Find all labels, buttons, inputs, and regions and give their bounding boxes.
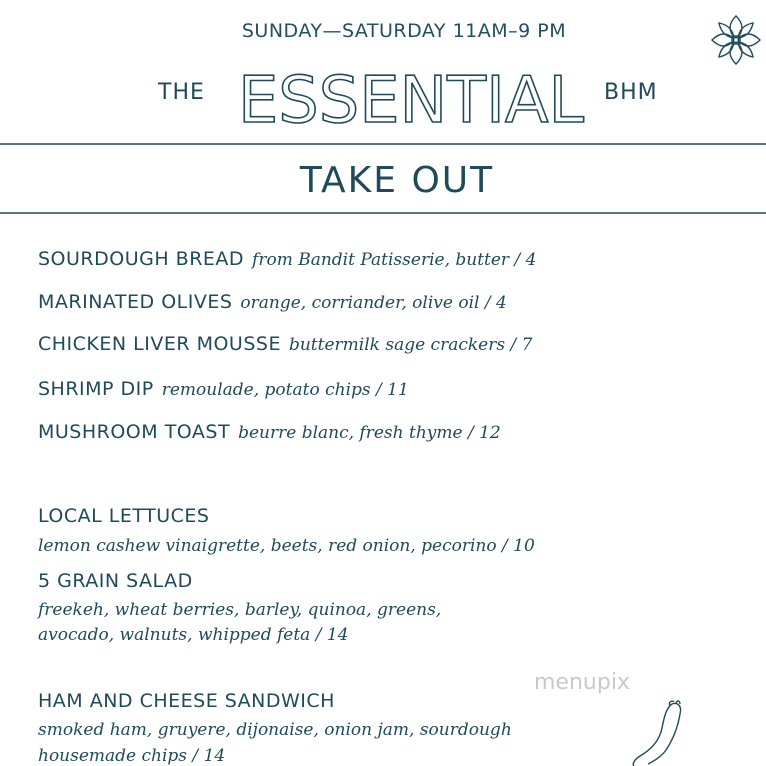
item-description: avocado, walnuts, whipped feta / 14 bbox=[38, 625, 349, 645]
section-title: TAKE OUT bbox=[299, 160, 495, 201]
item-name: 5 GRAIN SALAD bbox=[38, 570, 193, 592]
opening-hours: SUNDAY—SATURDAY 11AM–9 PM bbox=[241, 20, 567, 42]
logo-suffix: BHM bbox=[604, 80, 658, 105]
brand-wordmark bbox=[238, 58, 588, 132]
item-description: remoulade, potato chips / 11 bbox=[161, 380, 409, 400]
logo-prefix: THE bbox=[158, 80, 205, 105]
item-name: MARINATED OLIVES bbox=[38, 291, 233, 313]
item-name: MUSHROOM TOAST bbox=[38, 421, 231, 443]
item-name: SHRIMP DIP bbox=[38, 378, 154, 400]
menu-item bbox=[38, 378, 409, 400]
foot-illustration-icon bbox=[626, 698, 696, 766]
item-name: LOCAL LETTUCES bbox=[38, 505, 210, 527]
divider-bottom bbox=[0, 212, 766, 214]
item-description: smoked ham, gruyere, dijonaise, onion jam, sourdough bbox=[38, 720, 512, 740]
item-description: freekeh, wheat berries, barley, quinoa, greens, bbox=[38, 600, 442, 620]
divider-top bbox=[0, 143, 766, 145]
brand-name: ESSENTIAL bbox=[238, 64, 585, 132]
menu-item bbox=[38, 333, 532, 355]
item-name: HAM AND CHEESE SANDWICH bbox=[38, 690, 335, 712]
item-description: from Bandit Patisserie, butter / 4 bbox=[252, 250, 537, 270]
menu-item bbox=[38, 421, 501, 443]
item-description: beurre blanc, fresh thyme / 12 bbox=[238, 423, 501, 443]
item-description: lemon cashew vinaigrette, beets, red onion, pecorino / 10 bbox=[38, 536, 535, 556]
item-description: orange, corriander, olive oil / 4 bbox=[240, 293, 507, 313]
watermark: menupix bbox=[534, 670, 630, 695]
item-name: CHICKEN LIVER MOUSSE bbox=[38, 333, 281, 355]
logo-row bbox=[0, 58, 766, 132]
menu-item bbox=[38, 291, 507, 313]
menu-item bbox=[38, 570, 193, 592]
menu-item bbox=[38, 248, 536, 270]
item-description: buttermilk sage crackers / 7 bbox=[288, 335, 533, 355]
menu-item bbox=[38, 505, 209, 527]
flower-emblem-icon bbox=[708, 12, 764, 68]
menu-item bbox=[38, 690, 335, 712]
item-description: housemade chips / 14 bbox=[38, 746, 226, 766]
item-name: SOURDOUGH BREAD bbox=[38, 248, 245, 270]
